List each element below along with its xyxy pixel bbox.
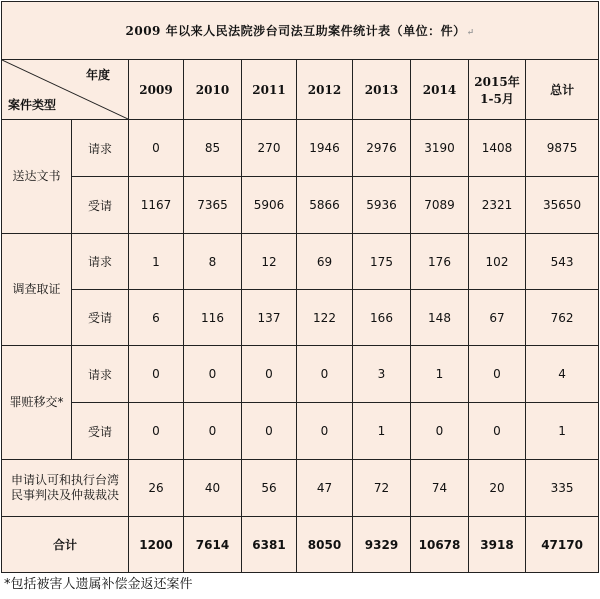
total-cell: 47170 [526,517,599,573]
group-label: 调查取证 [2,234,72,346]
table-cell: 7365 [184,177,242,234]
table-cell: 69 [297,234,353,290]
table-cell: 122 [297,290,353,346]
table-cell: 0 [297,346,353,403]
total-cell: 6381 [242,517,297,573]
year-header: 2014 [411,60,469,120]
table-cell: 7089 [411,177,469,234]
table-cell: 0 [297,403,353,460]
table-cell: 0 [242,346,297,403]
table-cell: 1 [129,234,184,290]
table-cell: 175 [353,234,411,290]
subtype-label: 请求 [72,234,129,290]
total-row-label: 合计 [2,517,129,573]
table-cell: 3190 [411,120,469,177]
subtype-label: 受请 [72,290,129,346]
table-cell: 0 [184,346,242,403]
table-cell: 35650 [526,177,599,234]
table-cell: 26 [129,460,184,517]
table-cell: 47 [297,460,353,517]
total-header: 总计 [526,60,599,120]
total-cell: 3918 [469,517,526,573]
table-cell: 9875 [526,120,599,177]
table-cell: 3 [353,346,411,403]
table-cell: 176 [411,234,469,290]
table-cell: 5866 [297,177,353,234]
table-cell: 4 [526,346,599,403]
table-cell: 0 [242,403,297,460]
table-cell: 148 [411,290,469,346]
table-cell: 762 [526,290,599,346]
table-cell: 1 [526,403,599,460]
table-cell: 166 [353,290,411,346]
statistics-table [1,1,599,573]
table-cell: 5906 [242,177,297,234]
table-cell: 5936 [353,177,411,234]
table-cell: 1 [411,346,469,403]
year-label: 年度 [85,68,110,82]
footnote: *包括被害人遗属补偿金返还案件 [4,577,193,592]
table-cell: 74 [411,460,469,517]
total-cell: 8050 [297,517,353,573]
year-header: 2011 [242,60,297,120]
table-cell: 1408 [469,120,526,177]
table-cell: 12 [242,234,297,290]
total-cell: 1200 [129,517,184,573]
table-cell: 137 [242,290,297,346]
table-cell: 56 [242,460,297,517]
table-cell: 0 [129,346,184,403]
group-label: 送达文书 [2,120,72,234]
table-cell: 0 [469,403,526,460]
total-cell: 7614 [184,517,242,573]
table-cell: 67 [469,290,526,346]
table-cell: 2321 [469,177,526,234]
table-cell: 20 [469,460,526,517]
table-cell: 0 [411,403,469,460]
table-cell: 2976 [353,120,411,177]
subtype-label: 请求 [72,120,129,177]
table-title: 2009 年以来人民法院涉台司法互助案件统计表（单位：件）↵ [2,2,599,60]
subtype-label: 请求 [72,346,129,403]
year-header: 2013 [353,60,411,120]
year-header: 2009 [129,60,184,120]
table-cell: 0 [469,346,526,403]
table-cell: 0 [129,120,184,177]
subtype-label: 受请 [72,403,129,460]
table-cell: 1167 [129,177,184,234]
header-diagonal-cell [2,60,129,120]
table-cell: 72 [353,460,411,517]
table-cell: 40 [184,460,242,517]
table-cell: 543 [526,234,599,290]
table-cell: 85 [184,120,242,177]
table-cell: 270 [242,120,297,177]
subtype-label: 受请 [72,177,129,234]
case-type-label: 案件类型 [8,98,57,112]
table-cell: 0 [129,403,184,460]
total-cell: 10678 [411,517,469,573]
group-label: 罪赃移交* [2,346,72,460]
table-cell: 116 [184,290,242,346]
year-header: 2010 [184,60,242,120]
recognition-row-label: 申请认可和执行台湾民事判决及仲裁裁决 [2,460,129,517]
table-cell: 102 [469,234,526,290]
year-header: 2012 [297,60,353,120]
table-cell: 6 [129,290,184,346]
table-cell: 1 [353,403,411,460]
table-cell: 0 [184,403,242,460]
table-cell: 335 [526,460,599,517]
table-cell: 8 [184,234,242,290]
year-header: 2015年1-5月 [469,60,526,120]
total-cell: 9329 [353,517,411,573]
table-cell: 1946 [297,120,353,177]
